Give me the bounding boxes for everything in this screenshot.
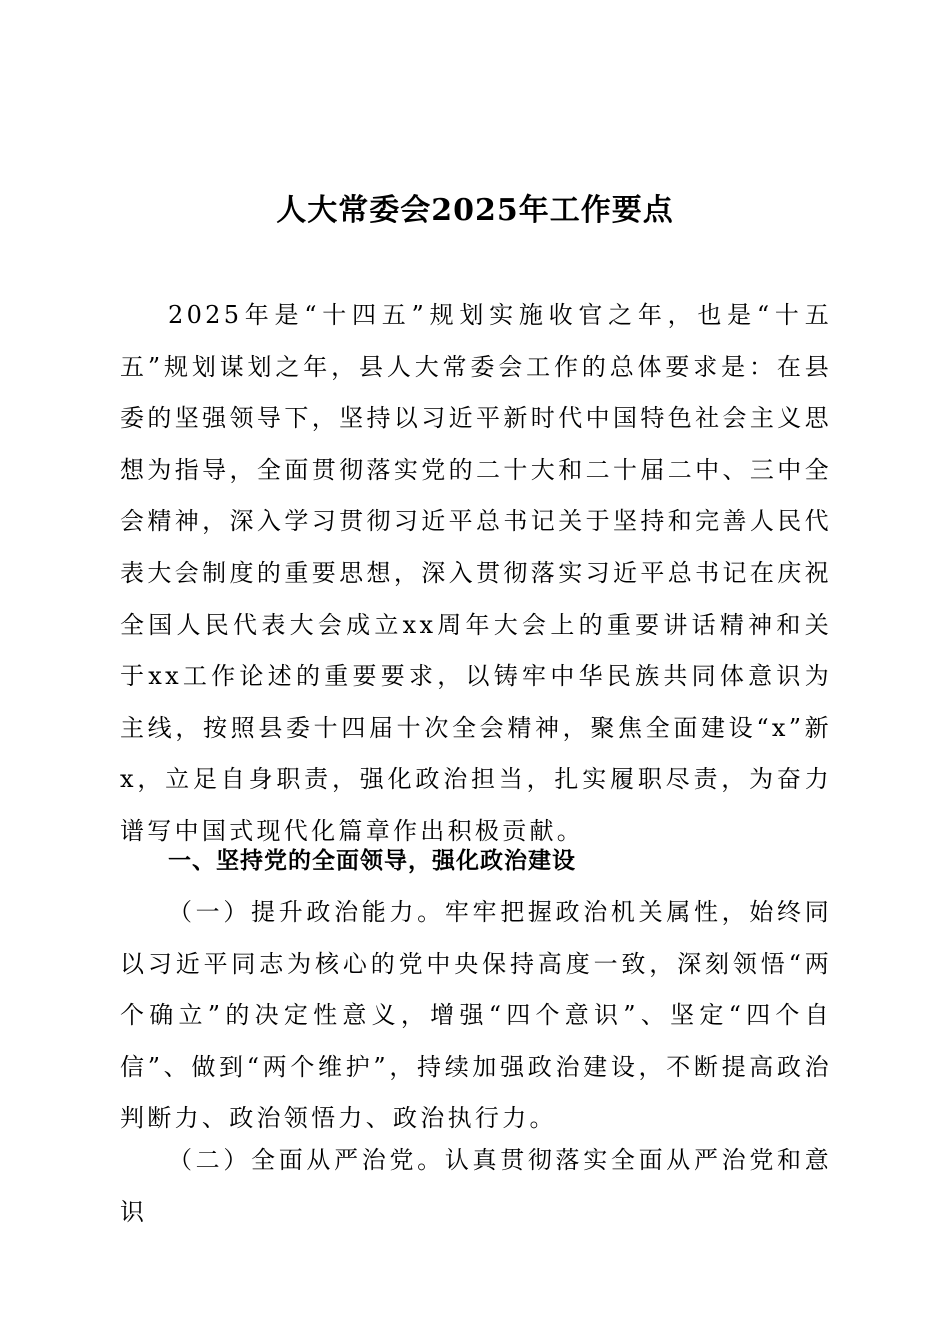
- section-1-paragraph-1: （一）提升政治能力。牢牢把握政治机关属性，始终同以习近平同志为核心的党中央保持高度一致，深刻领悟“两个确立”的决定性意义，增强“四个意识”、坚定“四个自信”、做到“两个维护”，持续加强政治建设，不断提高政治判断力、政治领悟力、政治执行力。: [120, 898, 832, 1133]
- intro-paragraph: 2025年是“十四五”规划实施收官之年，也是“十五五”规划谋划之年，县人大常委会工作的总体要求是：在县委的坚强领导下，坚持以习近平新时代中国特色社会主义思想为指导，全面贯彻落实党的二十大和二十届二中、三中全会精神，深入学习贯彻习近平总书记关于坚持和完善人民代表大会制度的重要思想，深入贯彻落实习近平总书记在庆祝全国人民代表大会成立xx周年大会上的重要讲话精神和关于xx工作论述的重要要求，以铸牢中华民族共同体意识为主线，按照县委十四届十次全会精神，聚焦全面建设“x”新x，立足自身职责，强化政治担当，扎实履职尽责，为奋力谱写中国式现代化篇章作出积极贡献。: [120, 301, 832, 845]
- document-title: 人大常委会2025年工作要点: [276, 193, 674, 228]
- section-heading-1: 一、坚持党的全面领导，强化政治建设: [168, 848, 576, 874]
- section-1-paragraph-2: （二）全面从严治党。认真贯彻落实全面从严治党和意识: [120, 1146, 832, 1226]
